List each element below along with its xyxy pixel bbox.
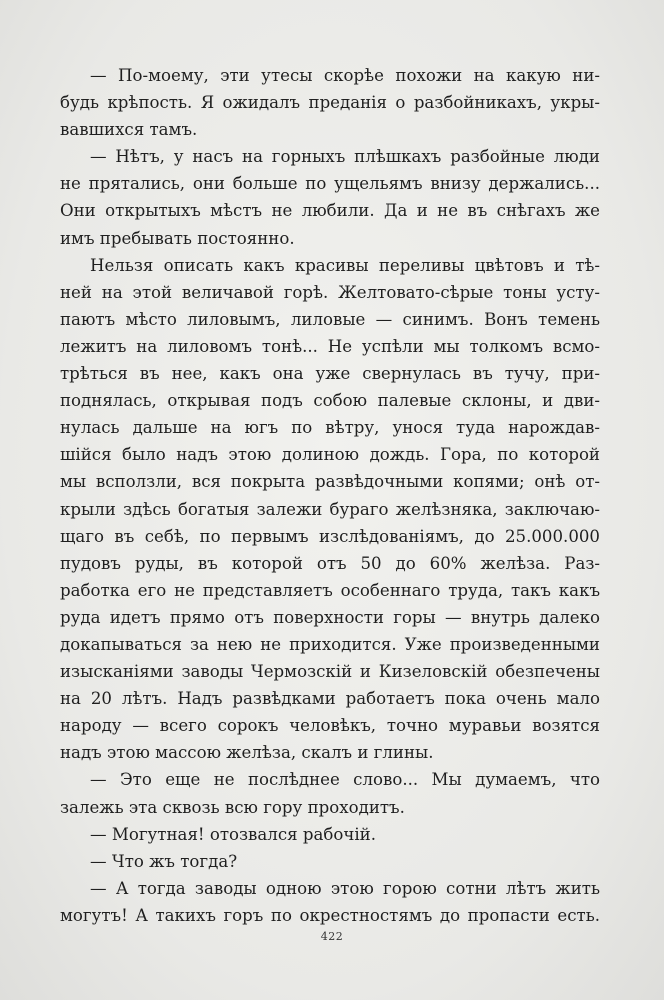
text-line: — Нѣтъ, у насъ на горныхъ плѣшкахъ разбойные люди — [90, 147, 600, 167]
paragraph — [60, 252, 600, 767]
text-line: на 20 лѣтъ. Надъ развѣдками работаетъ пока очень мало — [60, 689, 600, 709]
text-line: надъ этою массою желѣза, скалъ и глины. — [60, 743, 434, 763]
text-line: будь крѣпость. Я ожидалъ преданія о разбойникахъ, укры- — [60, 93, 600, 113]
paragraph — [60, 766, 600, 820]
text-line: — Могутная! отозвался рабочій. — [90, 824, 376, 844]
text-line: лежитъ на лиловомъ тонѣ... Не успѣли мы толкомъ всмо- — [60, 336, 600, 356]
paragraph — [60, 62, 600, 143]
text-line: — Это еще не послѣднее слово... Мы думаемъ, что — [90, 770, 600, 790]
text-line: крыли здѣсь богатыя залежи бураго желѣзняка, заключаю- — [60, 499, 600, 519]
page-number: 422 — [320, 930, 344, 943]
text-line: паютъ мѣсто лиловымъ, лиловые — синимъ. Вонъ темень — [60, 309, 600, 329]
page-text — [60, 62, 600, 929]
text-line: Они открытыхъ мѣстъ не любили. Да и не въ снѣгахъ же — [60, 201, 600, 221]
text-line: пудовъ руды, въ которой отъ 50 до 60% желѣза. Раз- — [60, 553, 600, 573]
paragraph — [60, 875, 600, 929]
text-line: не прятались, они больше по ущельямъ внизу держались... — [60, 174, 600, 194]
text-line: щаго въ себѣ, по первымъ изслѣдованіямъ, до 25.000.000 — [60, 526, 600, 546]
paragraph — [60, 821, 600, 848]
text-line: залежь эта сквозь всю гору проходитъ. — [60, 797, 405, 817]
paragraph — [60, 143, 600, 251]
text-line: поднялась, открывая подъ собою палевые склоны, и дви- — [60, 391, 600, 411]
text-line: Нельзя описать какъ красивы переливы цвѣтовъ и тѣ- — [90, 255, 600, 275]
text-line: мы всползли, вся покрыта развѣдочными копями; онѣ от- — [60, 472, 600, 492]
text-line: имъ пребывать постоянно. — [60, 228, 295, 248]
text-line: изысканіями заводы Чермозскій и Кизеловскій обезпечены — [60, 662, 600, 682]
text-line: — По-моему, эти утесы скорѣе похожи на какую ни- — [90, 66, 600, 85]
paragraph — [60, 848, 600, 875]
text-line: работка его не представляетъ особеннаго труда, такъ какъ — [60, 580, 600, 600]
text-line: народу — всего сорокъ человѣкъ, точно муравьи возятся — [60, 716, 600, 736]
text-line: руда идетъ прямо отъ поверхности горы — внутрь далеко — [60, 607, 600, 627]
text-line: — А тогда заводы одною этою горою сотни лѣтъ жить — [90, 878, 600, 898]
text-line: шійся было надъ этою долиною дождь. Гора, по которой — [60, 445, 600, 465]
text-line: — Что жъ тогда? — [90, 851, 238, 871]
text-line: вавшихся тамъ. — [60, 120, 198, 140]
text-line: трѣться въ нее, какъ она уже свернулась въ тучу, при- — [60, 364, 600, 384]
text-line: ней на этой величавой горѣ. Желтовато-сѣрые тоны усту- — [60, 282, 600, 302]
text-line: докапываться за нею не приходится. Уже произведенными — [60, 634, 600, 654]
text-line: могутъ! А такихъ горъ по окрестностямъ до пропасти есть. — [60, 905, 600, 925]
text-line: нулась дальше на югъ по вѣтру, унося туда нарождав- — [60, 418, 600, 438]
